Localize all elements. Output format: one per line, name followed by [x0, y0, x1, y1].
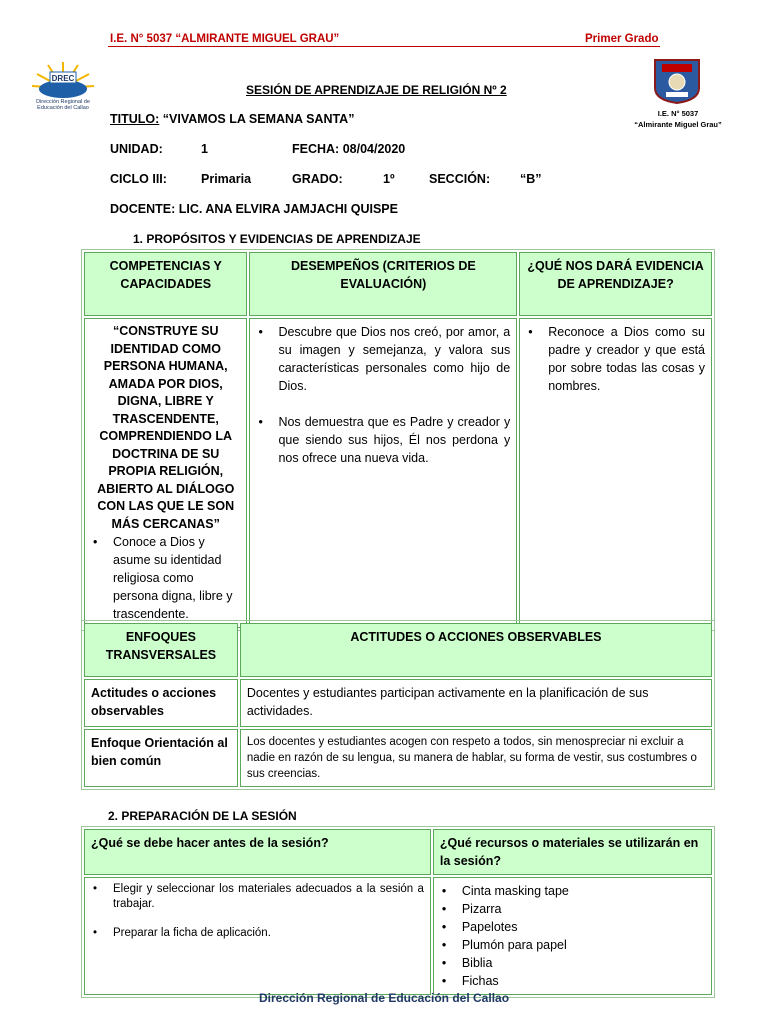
antes-item: • Elegir y seleccionar los materiales adecuados a la sesión a trabajar.: [91, 882, 424, 912]
antes-list: [91, 882, 424, 941]
titulo-value: “VIVAMOS LA SEMANA SANTA”: [162, 112, 355, 126]
seccion-label: SECCIÓN:: [429, 172, 491, 186]
antes-header: ¿Qué se debe hacer antes de la sesión?: [84, 829, 431, 875]
desempeno-item: • Descubre que Dios nos creó, por amor, a su imagen y semejanza, y valora sus características personales como hijo de Dios.: [256, 323, 510, 395]
unidad-value: 1: [201, 142, 208, 156]
recurso-item: • Biblia: [440, 954, 705, 972]
recursos-cell: [433, 877, 712, 995]
recursos-header: ¿Qué recursos o materiales se utilizarán en la sesión?: [433, 829, 712, 875]
titulo-row: [110, 112, 354, 126]
fecha: FECHA: 08/04/2020: [292, 142, 406, 156]
recurso-item: • Pizarra: [440, 900, 705, 918]
session-title: SESIÓN DE APRENDIZAJE DE RELIGIÓN Nº 2: [246, 83, 507, 97]
school-shield-caption: I.E. N° 5037 “Almirante Miguel Grau”: [634, 109, 722, 129]
evidencia-cell: [519, 318, 712, 628]
actitudes-text: Docentes y estudiantes participan activamente en la planificación de sus actividades.: [240, 679, 712, 727]
recurso-item: • Cinta masking tape: [440, 882, 705, 900]
recurso-item: • Plumón para papel: [440, 936, 705, 954]
drec-caption-2: Educación del Callao: [37, 105, 89, 110]
actitudes-header: ACTITUDES O ACCIONES OBSERVABLES: [240, 623, 712, 677]
titulo-label: TITULO:: [110, 112, 160, 126]
seccion-value: “B”: [520, 172, 542, 186]
ciclo-value: Primaria: [201, 172, 252, 186]
desempenos-list: [256, 323, 510, 467]
unidad-label: UNIDAD:: [110, 142, 163, 156]
capacidad-item: • Conoce a Dios y asume su identidad religiosa como persona digna, libre y trascendente.: [91, 533, 240, 623]
evidencia-list: [526, 323, 705, 395]
ciclo-label: CICLO III:: [110, 172, 167, 186]
drec-logo-text: DREC: [51, 74, 75, 83]
section2-table: [81, 826, 715, 998]
evidencia-header: ¿QUÉ NOS DARÁ EVIDENCIA DE APRENDIZAJE?: [519, 252, 712, 316]
grado-value: 1º: [383, 172, 395, 186]
competencia-cell: [84, 318, 247, 628]
section2-heading: 2. PREPARACIÓN DE LA SESIÓN: [108, 809, 297, 823]
section1-table: [81, 249, 715, 631]
bien-comun-label: Enfoque Orientación al bien común: [84, 729, 238, 787]
enfoques-header: ENFOQUES TRANSVERSALES: [84, 623, 238, 677]
competencias-header: COMPETENCIAS Y CAPACIDADES: [84, 252, 247, 316]
antes-item: • Preparar la ficha de aplicación.: [91, 926, 424, 941]
grade-label: Primer Grado: [585, 33, 659, 45]
header-divider: [108, 46, 660, 47]
desempenos-cell: [249, 318, 517, 628]
recurso-item: • Papelotes: [440, 918, 705, 936]
school-shield-logo: [652, 58, 702, 104]
recursos-list: [440, 882, 705, 990]
evidencia-item: • Reconoce a Dios como su padre y creador y que está por sobre todas las cosas y nombres.: [526, 323, 705, 395]
actitudes-label: Actitudes o acciones observables: [84, 679, 238, 727]
bien-comun-text: Los docentes y estudiantes acogen con respeto a todos, sin menospreciar ni excluir a nadie en razón de su lengua, su manera de hablar, su forma de vestir, sus costumbres o sus creencias.: [240, 729, 712, 787]
section1-heading: 1. PROPÓSITOS Y EVIDENCIAS DE APRENDIZAJE: [133, 232, 421, 246]
grado-label: GRADO:: [292, 172, 343, 186]
desempenos-header: DESEMPEÑOS (CRITERIOS DE EVALUACIÓN): [249, 252, 517, 316]
enfoques-table: [81, 620, 715, 790]
desempeno-item: • Nos demuestra que es Padre y creador y que siendo sus hijos, Él nos perdona y nos ofrece una nueva vida.: [256, 413, 510, 467]
drec-logo: [28, 60, 98, 110]
docente: DOCENTE: LIC. ANA ELVIRA JAMJACHI QUISPE: [110, 202, 398, 216]
drec-caption-1: Dirección Regional de: [36, 99, 90, 105]
school-name: I.E. N° 5037 “ALMIRANTE MIGUEL GRAU”: [110, 33, 340, 45]
capacidad-list: [91, 533, 240, 623]
competencia-text: “CONSTRUYE SU IDENTIDAD COMO PERSONA HUMANA, AMADA POR DIOS, DIGNA, LIBRE Y TRASCENDENTE, COMPRENDIENDO LA DOCTRINA DE SU PROPIA RELIGIÓN, ABIERTO AL DIÁLOGO CON LAS QUE LE SON MÁS CERCANAS”: [97, 324, 235, 531]
antes-cell: [84, 877, 431, 995]
recurso-item: • Fichas: [440, 972, 705, 990]
footer: Dirección Regional de Educación del Callao: [258, 991, 510, 1005]
